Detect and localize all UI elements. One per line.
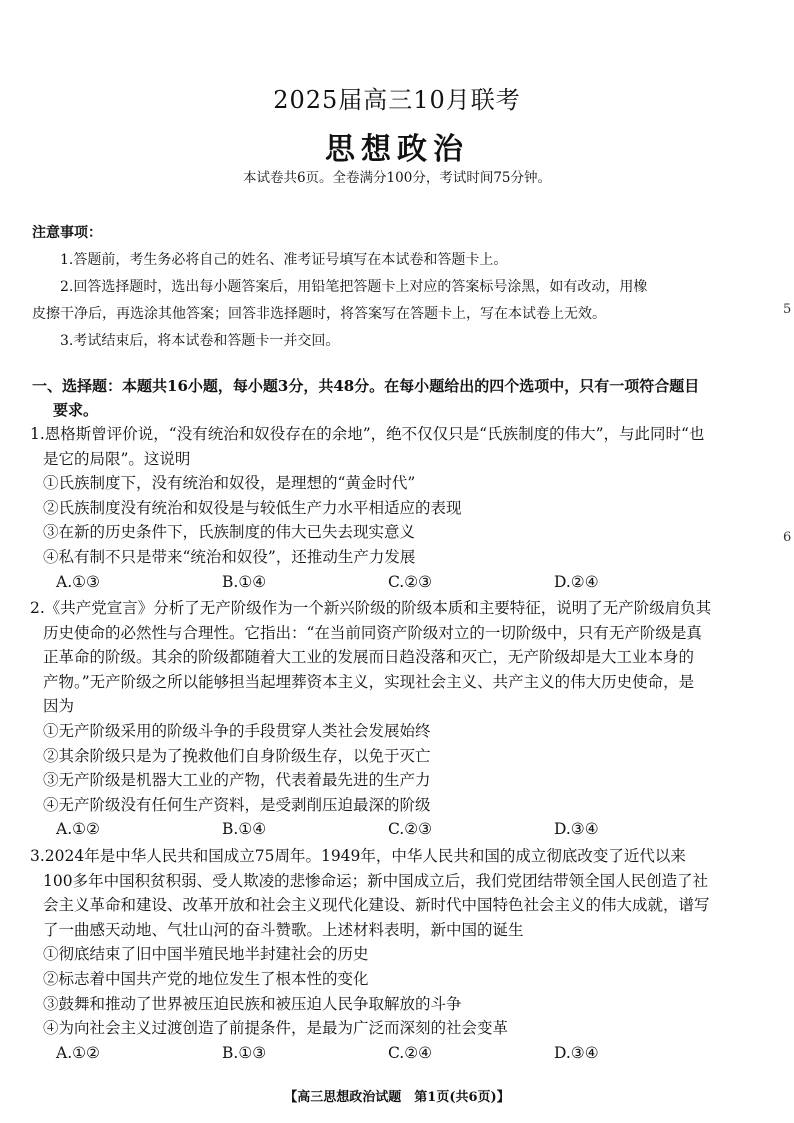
question-1 xyxy=(30,422,770,594)
statement-option: ②氏族制度没有统治和奴役是与较低生产力水平相适应的表现 xyxy=(43,498,462,517)
note-item-continued: 皮擦干净后，再选涂其他答案；回答非选择题时，将答案写在答题卡上，写在本试卷上无效。 xyxy=(32,306,606,322)
choice-a: A.①③ xyxy=(56,572,100,591)
statement-option: ①无产阶级采用的阶级斗争的手段贯穿人类社会发展始终 xyxy=(43,721,431,740)
section-heading xyxy=(32,374,732,422)
choice-c: C.②③ xyxy=(388,572,433,591)
exam-info: 本试卷共6页。全卷满分100分，考试时间75分钟。 xyxy=(242,170,552,186)
notes-label: 注意事项： xyxy=(32,225,102,241)
answer-choices xyxy=(30,1041,770,1066)
statement-option: ④为向社会主义过渡创造了前提条件，是最为广泛而深刻的社会变革 xyxy=(43,1019,509,1038)
choice-d: D.③④ xyxy=(554,820,599,839)
statement-option: ③鼓舞和推动了世界被压迫民族和被压迫人民争取解放的斗争 xyxy=(43,994,462,1013)
choice-b: B.①④ xyxy=(222,820,267,839)
subject-title: 思想政治 xyxy=(325,132,469,167)
margin-mark: 5 xyxy=(783,302,792,317)
question-stem: 正革命的阶级。其余的阶级都随着大工业的发展而日趋没落和灭亡，无产阶级却是大工业本身的 xyxy=(43,648,695,667)
question-stem: 历史使命的必然性与合理性。它指出：“在当前同资产阶级对立的一切阶级中，只有无产阶级是真 xyxy=(43,623,702,642)
choice-c: C.②④ xyxy=(388,1043,433,1062)
section-heading-line: 一、选择题：本题共16小题，每小题3分，共48分。在每小题给出的四个选项中，只有一项符合题目 xyxy=(32,377,700,395)
notes-block xyxy=(32,220,762,355)
exam-title: 2025届高三10月联考 xyxy=(273,86,521,114)
choice-a: A.①② xyxy=(56,1043,100,1062)
statement-option: ①氏族制度下，没有统治和奴役，是理想的“黄金时代” xyxy=(43,474,416,493)
answer-choices xyxy=(30,570,770,595)
statement-option: ③在新的历史条件下，氏族制度的伟大已失去现实意义 xyxy=(43,523,416,542)
note-item: 3.考试结束后，将本试卷和答题卡一并交回。 xyxy=(60,333,340,349)
statement-option: ③无产阶级是机器大工业的产物，代表着最先进的生产力 xyxy=(43,771,431,790)
choice-d: D.③④ xyxy=(554,1043,599,1062)
page-footer: 【高三思想政治试题 第1页(共6页)】 xyxy=(284,1090,510,1105)
question-stem: 2.《共产党宣言》分析了无产阶级作为一个新兴阶级的阶级本质和主要特征，说明了无产阶级肩负其 xyxy=(30,599,712,617)
question-3 xyxy=(30,844,770,1065)
question-stem: 会主义革命和建设、改革开放和社会主义现代化建设、新时代中国特色社会主义的伟大成就，谱写 xyxy=(43,896,710,915)
choice-c: C.②③ xyxy=(388,820,433,839)
choice-b: B.①③ xyxy=(222,1043,267,1062)
question-stem: 1.恩格斯曾评价说，“没有统治和奴役存在的余地”，绝不仅仅只是“氏族制度的伟大”，与此同时“也 xyxy=(30,425,705,443)
choice-b: B.①④ xyxy=(222,572,267,591)
statement-option: ①彻底结束了旧中国半殖民地半封建社会的历史 xyxy=(43,945,369,964)
question-2 xyxy=(30,596,770,842)
question-stem: 因为 xyxy=(43,697,75,716)
note-item: 1.答题前，考生务必将自己的姓名、准考证号填写在本试卷和答题卡上。 xyxy=(60,252,508,268)
question-stem: 100多年中国积贫积弱、受人欺凌的悲惨命运；新中国成立后，我们党团结带领全国人民创造了社 xyxy=(43,871,709,890)
statement-option: ②标志着中国共产党的地位发生了根本性的变化 xyxy=(43,969,369,988)
answer-choices xyxy=(30,817,770,842)
note-item: 2.回答选择题时，选出每小题答案后，用铅笔把答题卡上对应的答案标号涂黑，如有改动，用橡 xyxy=(60,279,648,295)
choice-a: A.①② xyxy=(56,820,100,839)
question-stem: 了一曲感天动地、气壮山河的奋斗赞歌。上述材料表明，新中国的诞生 xyxy=(43,920,524,939)
statement-option: ④私有制不只是带来“统治和奴役”，还推动生产力发展 xyxy=(43,547,416,566)
question-stem: 3.2024年是中华人民共和国成立75周年。1949年，中华人民共和国的成立彻底改变了近代以来 xyxy=(30,847,686,865)
statement-option: ④无产阶级没有任何生产资料，是受剥削压迫最深的阶级 xyxy=(43,795,431,814)
choice-d: D.②④ xyxy=(554,572,599,591)
question-stem: 产物。”无产阶级之所以能够担当起埋葬资本主义，实现社会主义、共产主义的伟大历史使命，是 xyxy=(43,672,695,691)
question-stem: 是它的局限”。这说明 xyxy=(43,449,191,468)
margin-mark: 6 xyxy=(783,530,792,545)
section-heading-line: 要求。 xyxy=(53,401,99,419)
statement-option: ②其余阶级只是为了挽救他们自身阶级生存，以免于灭亡 xyxy=(43,746,431,765)
